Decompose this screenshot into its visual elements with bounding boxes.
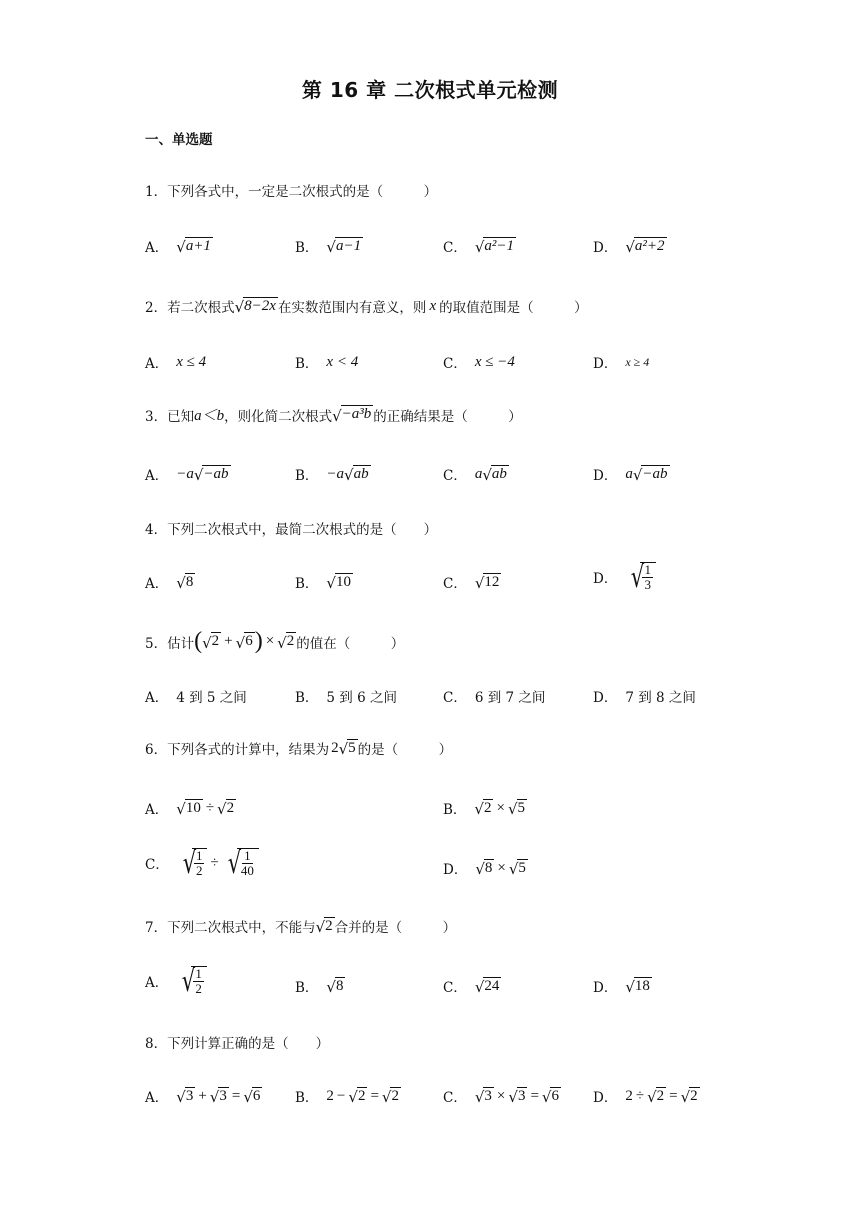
q8-option-c[interactable]: C． √ 3 × √ 3 = √ 6: [443, 1087, 559, 1107]
question-4: 4． 下列二次根式中，最简二次根式的是（ ）: [145, 522, 438, 538]
q7-option-d[interactable]: D． √ 18: [593, 977, 650, 997]
q5-option-b[interactable]: B． 5 到 6 之间: [295, 690, 397, 706]
q7-option-a[interactable]: A． √ $\frac{1}{2}$: [145, 966, 207, 997]
q6-option-b[interactable]: B． √ 2 × √ 5: [443, 799, 526, 819]
sqrt-expression: √ a−1: [326, 237, 362, 257]
sqrt-expression: √ a²+2: [625, 237, 665, 257]
q8-option-a[interactable]: A． √ 3 + √ 3 = √ 6: [145, 1087, 261, 1107]
sqrt-expression: √ −a³b: [332, 406, 372, 425]
q4-option-c[interactable]: C． √ 12: [443, 573, 500, 593]
question-1: [145, 180, 437, 200]
q3-option-b[interactable]: B． −a √ ab: [295, 465, 369, 485]
q6-option-d[interactable]: D． √ 8 × √ 5: [443, 859, 526, 879]
section-heading: 一、单选题: [145, 132, 213, 148]
question-7: 7． 下列二次根式中，不能与 √ 2 合并的是（ ）: [145, 917, 457, 937]
q8-option-b[interactable]: B． 2 − √ 2 = √ 2: [295, 1087, 399, 1107]
document-title: 第 16 章 二次根式单元检测: [301, 78, 559, 102]
q3-option-c[interactable]: C． a √ ab: [443, 465, 507, 485]
sqrt-expression: √ a+1: [176, 237, 211, 257]
sqrt-expression: √ a²−1: [474, 237, 515, 257]
q1-option-b[interactable]: B． √ a−1: [295, 237, 362, 257]
question-3: 3． 已知 a＜b ，则化简二次根式 √ −a³b 的正确结果是（ ）: [145, 406, 522, 425]
q6-option-c[interactable]: C． √ $\frac{1}{2}$ ÷ √ $\frac{1}{40}$: [145, 848, 259, 879]
question-stem: 下列各式中，一定是二次根式的是（ ）: [167, 184, 438, 200]
q3-option-a[interactable]: A． −a √ −ab: [145, 465, 229, 485]
question-number: 1．: [145, 184, 168, 200]
q7-option-b[interactable]: B． √ 8: [295, 977, 344, 997]
question-2: 2． 若二次根式 √ 8−2x 在实数范围内有意义，则 x 的取值范围是（ ）: [145, 297, 588, 317]
q1-option-c[interactable]: C． √ a²−1: [443, 237, 515, 257]
q4-option-d[interactable]: D． √ $\frac{1}{3}$: [593, 562, 656, 593]
q5-option-a[interactable]: A． 4 到 5 之间: [145, 690, 247, 706]
q2-option-b[interactable]: B． x < 4: [295, 353, 359, 372]
sqrt-expression: √ 8−2x: [234, 297, 276, 317]
q2-option-d[interactable]: D． x ≥ 4: [593, 354, 650, 372]
q4-option-b[interactable]: B． √ 10: [295, 573, 351, 593]
q8-option-d[interactable]: D． 2 ÷ √ 2 = √ 2: [593, 1087, 698, 1107]
q6-option-a[interactable]: A． √ 10 ÷ √ 2: [145, 799, 235, 819]
q4-option-a[interactable]: A． √ 8: [145, 573, 194, 593]
question-8: 8． 下列计算正确的是（ ）: [145, 1036, 330, 1052]
q1-option-a[interactable]: A． √ a+1: [145, 237, 211, 257]
q2-option-a[interactable]: A． x ≤ 4: [145, 353, 207, 372]
q7-option-c[interactable]: C． √ 24: [443, 977, 500, 997]
q5-option-c[interactable]: C． 6 到 7 之间: [443, 690, 546, 706]
q3-option-d[interactable]: D． a √ −ab: [593, 465, 668, 485]
q2-option-c[interactable]: C． x ≤ −4: [443, 353, 515, 372]
q5-option-d[interactable]: D． 7 到 8 之间: [593, 690, 696, 706]
question-5: 5． 估计 ( √ 2 + √ 6 ) × √ 2 的值在（ ）: [145, 628, 405, 654]
question-6: 6． 下列各式的计算中，结果为 2 √ 5 的是（ ）: [145, 739, 453, 759]
q1-option-d[interactable]: D． √ a²+2: [593, 237, 665, 257]
